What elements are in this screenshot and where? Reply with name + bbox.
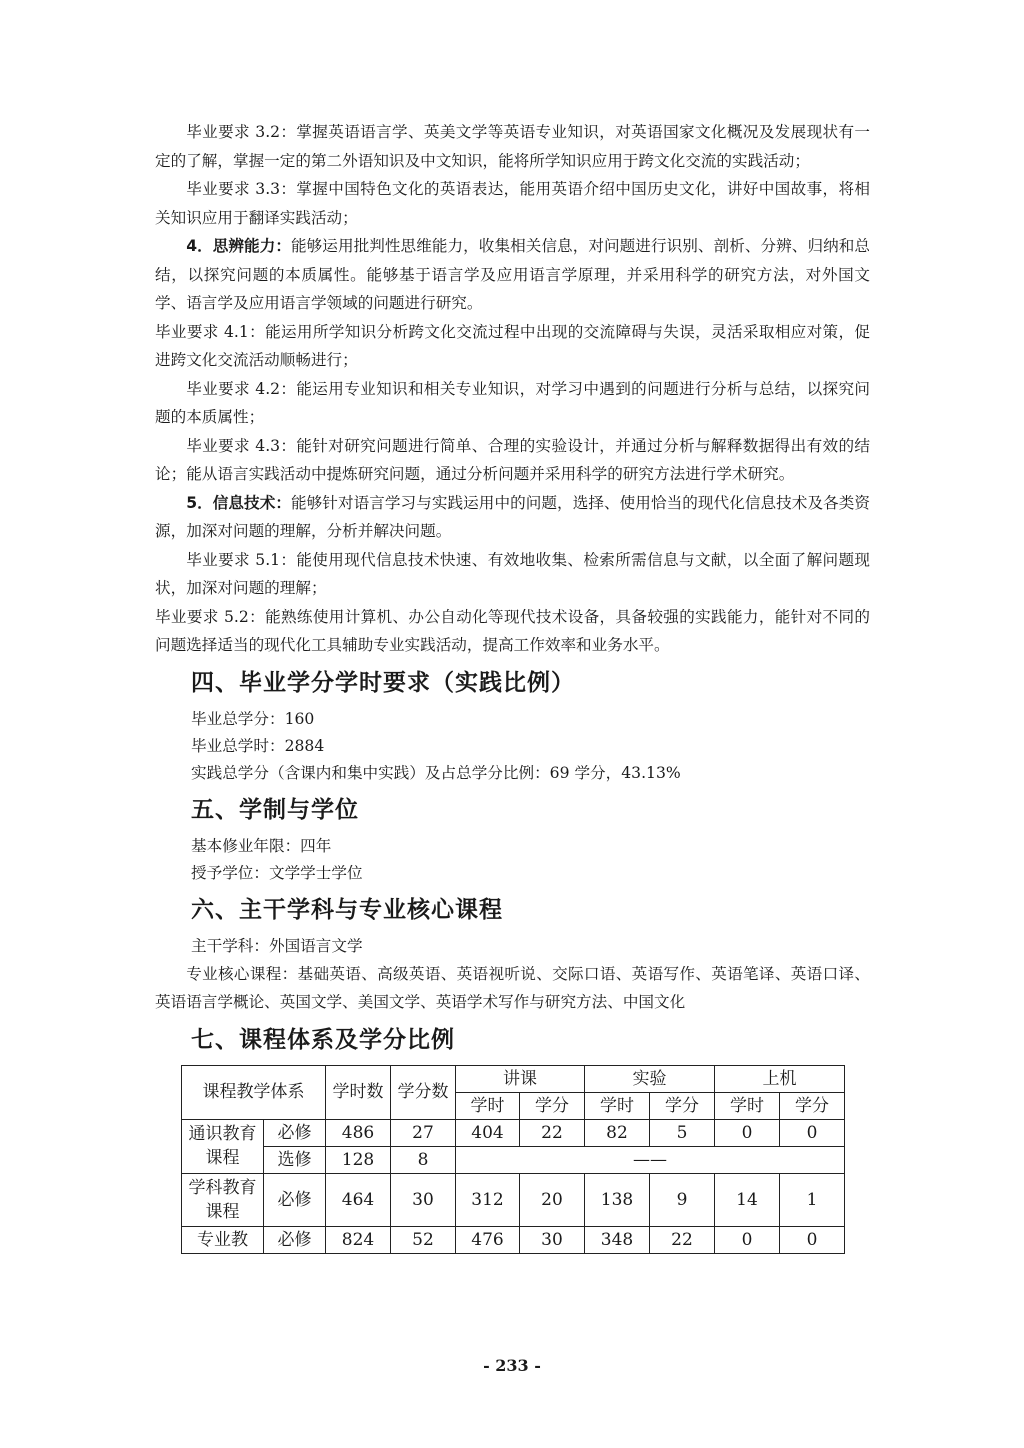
table-row	[182, 1226, 845, 1253]
table-cell: 0	[780, 1119, 845, 1146]
table-cell: 348	[585, 1226, 650, 1253]
table-cell: 0	[715, 1119, 780, 1146]
paragraph-req-4-3: 毕业要求 4.3：能针对研究问题进行简单、合理的实验设计，并通过分析与解释数据得出有效的结论；能从语言实践活动中提炼研究问题，通过分析问题并采用科学的研究方法进行学术研究。	[155, 436, 870, 483]
section-4-heading: 四、毕业学分学时要求（实践比例）	[191, 669, 575, 696]
page-number: - 233 -	[483, 1356, 541, 1375]
document-page	[155, 118, 870, 1254]
table-cell: 20	[520, 1173, 585, 1226]
table-cell: 9	[650, 1173, 715, 1226]
table-cell: 8	[391, 1146, 456, 1173]
sub-computer-credits: 学分	[780, 1092, 845, 1119]
paragraph-req-4-2: 毕业要求 4.2：能运用专业知识和相关专业知识，对学习中遇到的问题进行分析与总结，以探究问题的本质属性；	[155, 379, 870, 426]
critical-thinking-text: 能够运用批判性思维能力，收集相关信息，对问题进行识别、剖析、分辨、归纳和总结，以探究问题的本质属性。能够基于语言学及应用语言学原理，并采用科学的研究方法，对外国文学、语言学及应用语言学领域的问题进行研究。	[155, 237, 870, 312]
table-cell: 404	[456, 1119, 520, 1146]
table-row	[182, 1173, 845, 1226]
curriculum-table	[181, 1065, 845, 1254]
table-cell: 52	[391, 1226, 456, 1253]
table-cell: 必修	[264, 1119, 326, 1146]
sub-lab-credits: 学分	[650, 1092, 715, 1119]
table-cell: 22	[650, 1226, 715, 1253]
table-cell: 312	[456, 1173, 520, 1226]
paragraph-req-5-1: 毕业要求 5.1：能使用现代信息技术快速、有效地收集、检索所需信息与文献，以全面了解问题现状，加深对问题的理解；	[155, 550, 870, 597]
table-cell: 0	[780, 1226, 845, 1253]
table-cell: 14	[715, 1173, 780, 1226]
header-lab: 实验	[585, 1065, 715, 1092]
header-hours: 学时数	[326, 1065, 391, 1119]
table-cell: 464	[326, 1173, 391, 1226]
total-hours: 毕业总学时：2884	[191, 736, 325, 755]
category-general: 通识教育课程	[182, 1119, 264, 1173]
table-cell: 27	[391, 1119, 456, 1146]
header-lecture: 讲课	[456, 1065, 585, 1092]
sub-computer-hours: 学时	[715, 1092, 780, 1119]
table-cell: 必修	[264, 1173, 326, 1226]
table-cell: 5	[650, 1119, 715, 1146]
table-row	[182, 1146, 845, 1173]
main-discipline: 主干学科：外国语言文学	[191, 936, 363, 955]
header-system: 课程教学体系	[182, 1065, 326, 1119]
sub-lab-hours: 学时	[585, 1092, 650, 1119]
practice-credits-ratio: 实践总学分（含课内和集中实践）及占总学分比例：69 学分，43.13%	[191, 763, 681, 782]
sub-lecture-hours: 学时	[456, 1092, 520, 1119]
table-cell: 1	[780, 1173, 845, 1226]
table-cell: 22	[520, 1119, 585, 1146]
paragraph-req-5-2: 毕业要求 5.2：能熟练使用计算机、办公自动化等现代技术设备，具备较强的实践能力，能针对不同的问题选择适当的现代化工具辅助专业实践活动，提高工作效率和业务水平。	[155, 607, 870, 654]
paragraph-req-4-1: 毕业要求 4.1：能运用所学知识分析跨文化交流过程中出现的交流障碍与失误，灵活采取相应对策，促进跨文化交流活动顺畅进行；	[155, 322, 870, 369]
table-cell: 必修	[264, 1226, 326, 1253]
table-cell: 选修	[264, 1146, 326, 1173]
section-7-heading: 七、课程体系及学分比例	[191, 1026, 455, 1053]
table-cell: 476	[456, 1226, 520, 1253]
table-cell: 30	[391, 1173, 456, 1226]
paragraph-info-tech	[155, 489, 870, 546]
table-row	[182, 1119, 845, 1146]
section-6-heading: 六、主干学科与专业核心课程	[191, 896, 503, 923]
paragraph-req-3-2: 毕业要求 3.2：掌握英语语言学、英美文学等英语专业知识，对英语国家文化概况及发展现状有一定的了解，掌握一定的第二外语知识及中文知识，能将所学知识应用于跨文化交流的实践活动；	[155, 123, 870, 170]
paragraph-critical-thinking	[155, 232, 870, 318]
section-4-body	[155, 706, 870, 787]
core-courses: 专业核心课程：基础英语、高级英语、英语视听说、交际口语、英语写作、英语笔译、英语口译、英语语言学概论、英国文学、美国文学、英语学术写作与研究方法、中国文化	[155, 964, 870, 1011]
header-credits: 学分数	[391, 1065, 456, 1119]
info-tech-text: 能够针对语言学习与实践运用中的问题，选择、使用恰当的现代化信息技术及各类资源，加深对问题的理解，分析并解决问题。	[155, 493, 870, 540]
table-cell: 30	[520, 1226, 585, 1253]
paragraph-req-3-3: 毕业要求 3.3：掌握中国特色文化的英语表达，能用英语介绍中国历史文化，讲好中国故事，将相关知识应用于翻译实践活动；	[155, 180, 870, 227]
table-cell: 486	[326, 1119, 391, 1146]
section-5-body	[155, 833, 870, 887]
table-cell: 0	[715, 1226, 780, 1253]
critical-thinking-label: 4．思辨能力：	[186, 237, 291, 255]
total-credits: 毕业总学分：160	[191, 709, 315, 728]
sub-lecture-credits: 学分	[520, 1092, 585, 1119]
table-cell: 138	[585, 1173, 650, 1226]
study-duration: 基本修业年限：四年	[191, 836, 332, 855]
degree-awarded: 授予学位：文学学士学位	[191, 863, 363, 882]
table-cell: 128	[326, 1146, 391, 1173]
table-cell: 824	[326, 1226, 391, 1253]
table-cell: 82	[585, 1119, 650, 1146]
section-5-heading: 五、学制与学位	[191, 796, 359, 823]
category-major: 专业教	[182, 1226, 264, 1253]
header-computer: 上机	[715, 1065, 845, 1092]
section-6-body	[155, 933, 870, 1017]
info-tech-label: 5．信息技术：	[186, 493, 291, 512]
table-cell-dash: ——	[456, 1146, 845, 1173]
table-header-row	[182, 1065, 845, 1092]
category-subject: 学科教育课程	[182, 1173, 264, 1226]
